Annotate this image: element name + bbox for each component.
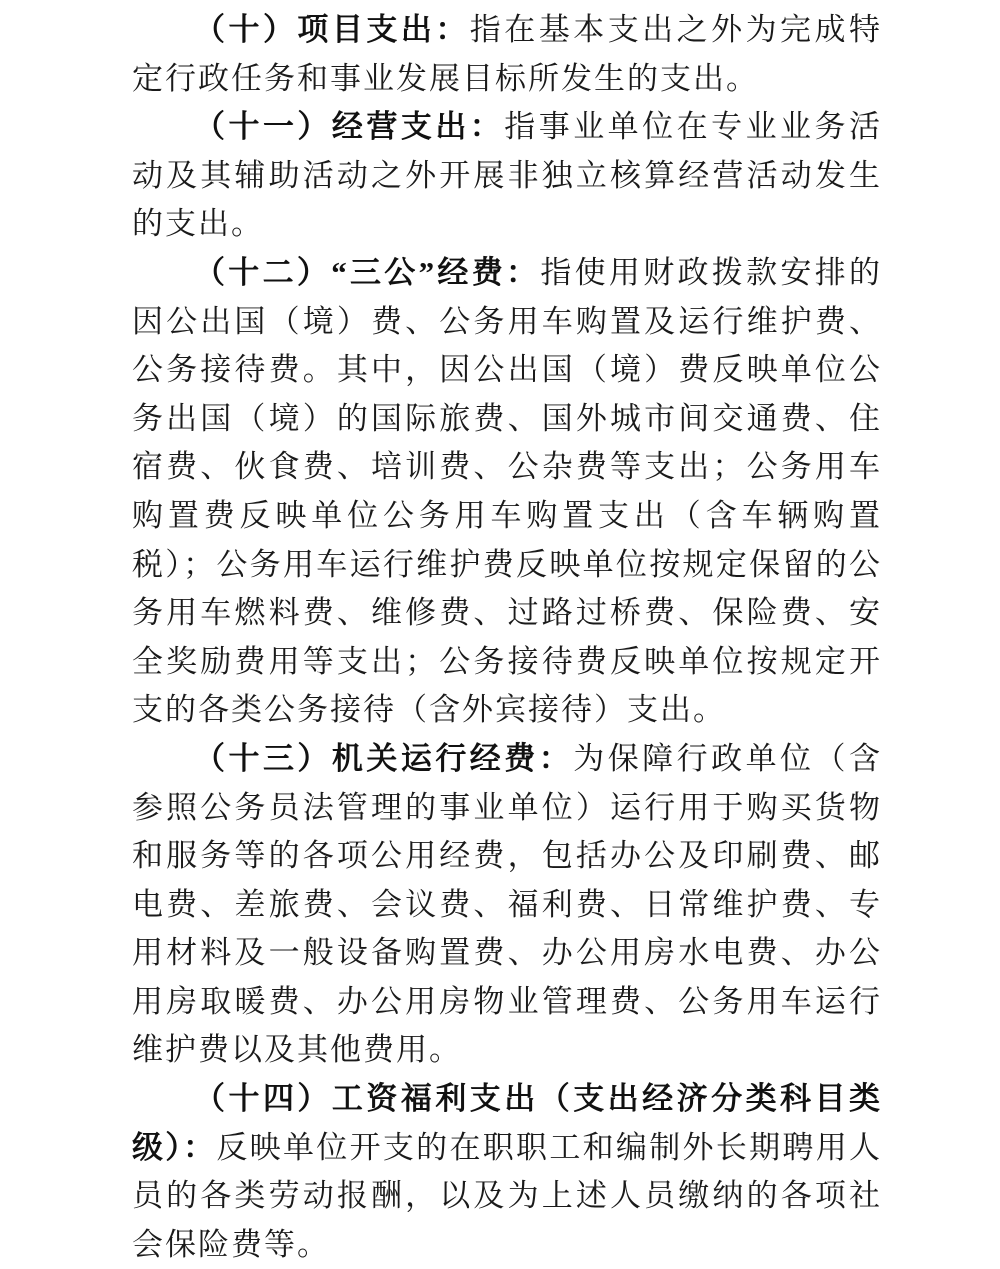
paragraph-11-lead: （十一）经营支出：: [194, 109, 505, 145]
paragraph-13-lead: （十三）机关运行经费：: [194, 740, 574, 776]
paragraph-10-body: 指在基本支出之外为完成特定行政任务和事业发展目标所发生的支出。: [132, 12, 883, 96]
paragraph-item-14: [132, 1075, 882, 1269]
paragraph-item-11: [132, 103, 882, 249]
paragraph-12-body: 指使用财政拨款安排的因公出国（境）费、公务用车购置及运行维护费、公务接待费。其中，因公出国（境）费反映单位公务出国（境）的国际旅费、国外城市间交通费、住宿费、伙食费、培训费、公杂费等支出；公务用车购置费反映单位公务用车购置支出（含车辆购置税）；公务用车运行维护费反映单位按规定保留的公务用车燃料费、维修费、过路过桥费、保险费、安全奖励费用等支出；公务接待费反映单位按规定开支的各类公务接待（含外宾接待）支出。: [132, 254, 883, 728]
paragraph-12-lead: （十二）“三公”经费：: [194, 254, 541, 290]
paragraph-14-lead: （十四）工资福利支出（支出经济分类科目类级）：: [132, 1081, 882, 1165]
paragraph-10-lead: （十）项目支出：: [194, 12, 470, 47]
paragraph-item-12: [132, 249, 882, 735]
paragraph-14-body: 反映单位开支的在职职工和编制外长期聘用人员的各类劳动报酬，以及为上述人员缴纳的各项社会保险费等。: [132, 1129, 883, 1262]
paragraph-11-body: 指事业单位在专业业务活动及其辅助活动之外开展非独立核算经营活动发生的支出。: [132, 109, 883, 242]
paragraph-item-10: [132, 6, 882, 103]
paragraph-item-13: [132, 735, 882, 1075]
paragraph-13-body: 为保障行政单位（含参照公务员法管理的事业单位）运行用于购买货物和服务等的各项公用经费，包括办公及印刷费、邮电费、差旅费、会议费、福利费、日常维护费、专用材料及一般设备购置费、办公用房水电费、办公用房取暖费、办公用房物业管理费、公务用车运行维护费以及其他费用。: [132, 740, 883, 1068]
